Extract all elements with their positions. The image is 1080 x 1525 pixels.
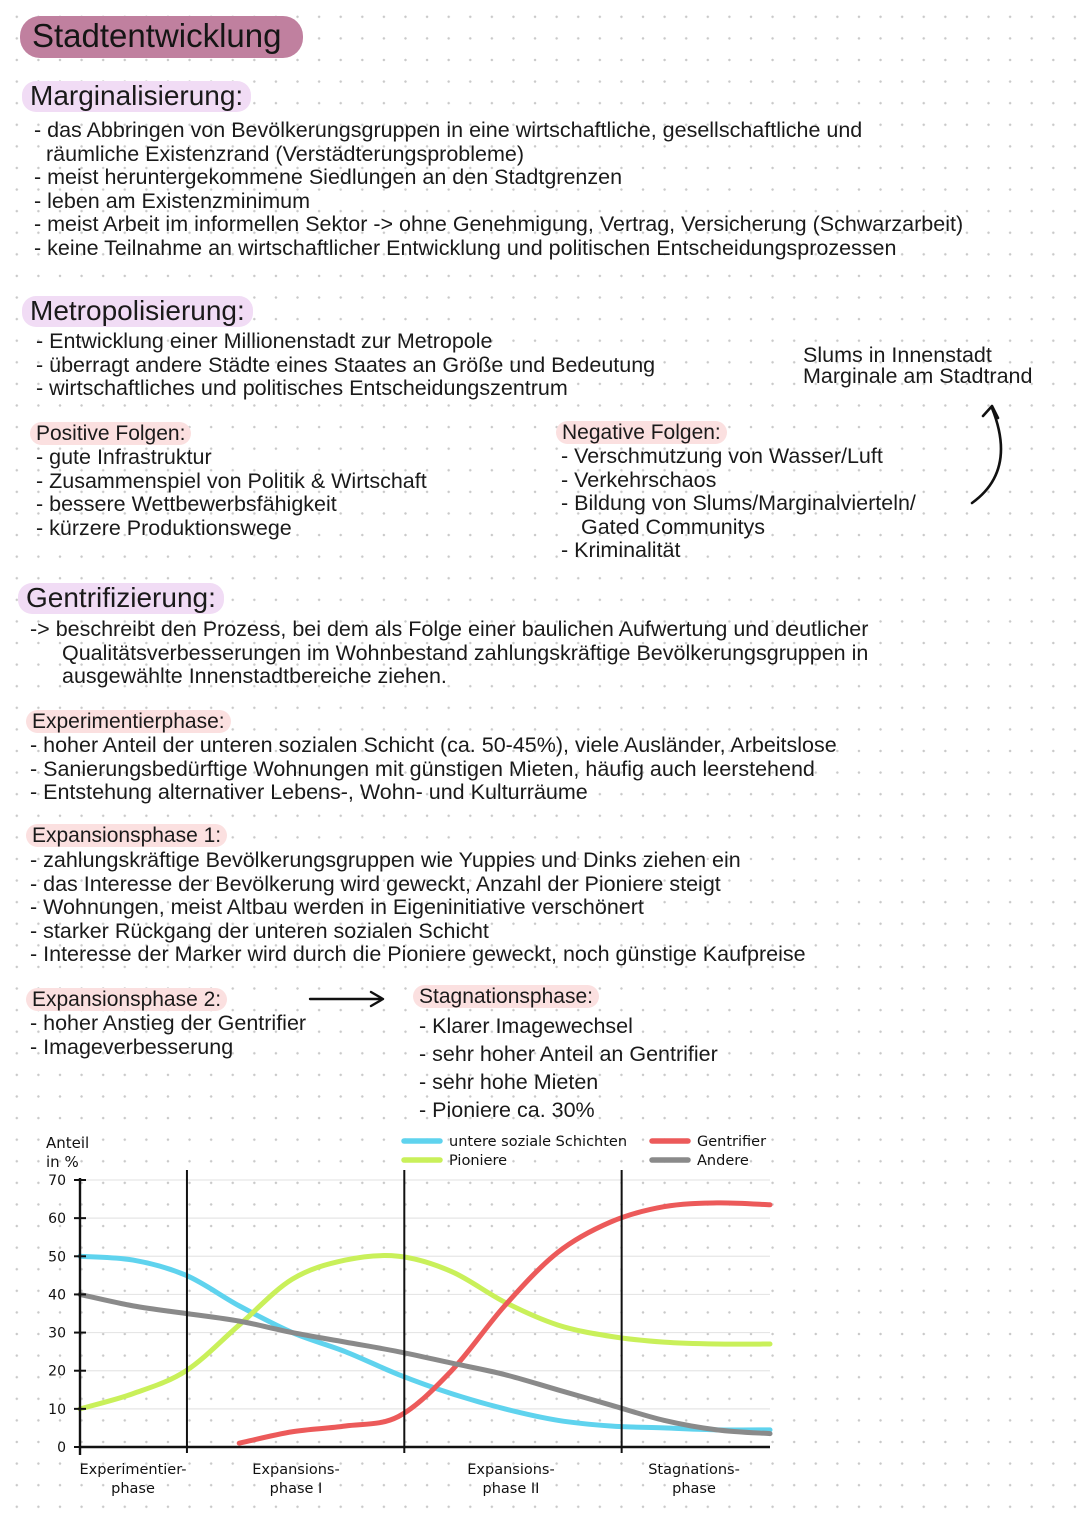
stagnationsphase-list [419, 1012, 718, 1124]
y-tick-label: 0 [57, 1440, 66, 1456]
phase-label: phase [111, 1481, 155, 1497]
experimentierphase-list [30, 734, 837, 805]
list-item: - Verkehrschaos [561, 467, 717, 492]
phase-label: phase II [482, 1481, 540, 1497]
heading-negative-folgen: Negative Folgen: [556, 421, 727, 444]
list-item: - Zusammenspiel von Politik & Wirtschaft [36, 468, 427, 493]
y-tick-label: 20 [48, 1363, 66, 1380]
list-item: - Kriminalität [561, 538, 681, 563]
list-item: Qualitätsverbesserungen im Wohnbestand zahlungskräftige Bevölkerungsgruppen in [62, 640, 869, 665]
phase-label: Stagnations- [648, 1462, 740, 1478]
y-tick-label: 70 [48, 1173, 66, 1189]
positive-folgen-list [36, 446, 427, 540]
list-item: - hoher Anstieg der Gentrifier [30, 1011, 307, 1035]
list-item: - meist Arbeit im informellen Sektor -> ohne Genehmigung, Vertrag, Versicherung (Schwarzarbeit) [34, 212, 964, 237]
list-item: - kürzere Produktionswege [36, 515, 292, 540]
list-item: - Sanierungsbedürftige Wohnungen mit günstigen Mieten, häufig auch leerstehend [30, 756, 815, 781]
list-item: - Klarer Imagewechsel [419, 1014, 633, 1038]
curved-arrow-icon [960, 398, 1020, 513]
expansionsphase-2-list [30, 1012, 306, 1059]
list-item: - sehr hohe Mieten [419, 1070, 599, 1094]
y-tick-label: 50 [48, 1249, 66, 1266]
list-item: - Imageverbesserung [30, 1034, 234, 1059]
list-item: - Entwicklung einer Millionenstadt zur Metropole [36, 329, 493, 353]
page-title: Stadtentwicklung [20, 16, 303, 58]
phase-label: phase I [269, 1481, 323, 1497]
legend-label: Pioniere [449, 1153, 508, 1169]
heading-expansionsphase-2: Expansionsphase 2: [26, 988, 227, 1011]
list-item: - hoher Anteil der unteren sozialen Schicht (ca. 50-45%), viele Ausländer, Arbeitslose [30, 733, 837, 757]
list-item: - das Interesse der Bevölkerung wird geweckt, Anzahl der Pioniere steigt [30, 871, 721, 896]
phase-label: Experimentier- [79, 1462, 187, 1478]
legend-label: untere soziale Schichten [449, 1134, 628, 1150]
heading-metropolisierung: Metropolisierung: [22, 296, 253, 327]
phase-label: phase [672, 1481, 716, 1497]
marginalisierung-list [34, 119, 963, 261]
list-item: - starker Rückgang der unteren sozialen Schicht [30, 918, 489, 943]
y-tick-label: 30 [48, 1325, 66, 1342]
phase-label: Expansions- [467, 1462, 555, 1478]
heading-marginalisierung: Marginalisierung: [22, 81, 251, 112]
series-line-3 [80, 1294, 770, 1433]
gentrification-chart [0, 1120, 1080, 1520]
side-note-line-2: Marginale am Stadtrand [803, 364, 1033, 388]
negative-folgen-list [561, 445, 916, 563]
heading-gentrifizierung: Gentrifizierung: [18, 583, 224, 614]
y-axis-label: in % [46, 1153, 79, 1171]
arrow-right-icon [308, 988, 388, 1010]
list-item: - Entstehung alternativer Lebens-, Wohn- und Kulturräume [30, 780, 588, 805]
expansionsphase-1-list [30, 849, 806, 967]
list-item: - keine Teilnahme an wirtschaftlicher Entwicklung und politischen Entscheidungsprozessen [34, 235, 897, 260]
list-item: - bessere Wettbewerbsfähigkeit [36, 492, 337, 517]
heading-experimentierphase: Experimentierphase: [26, 710, 231, 733]
list-item: Gated Communitys [581, 514, 766, 539]
y-axis-label: Anteil [46, 1134, 90, 1152]
list-item: - das Abbringen von Bevölkerungsgruppen in eine wirtschaftliche, gesellschaftliche und [34, 118, 863, 142]
legend-label: Gentrifier [697, 1134, 767, 1150]
heading-expansionsphase-1: Expansionsphase 1: [26, 824, 227, 847]
list-item: ausgewählte Innenstadtbereiche ziehen. [62, 664, 447, 689]
y-tick-label: 60 [48, 1211, 66, 1228]
list-item: - wirtschaftliches und politisches Entscheidungszentrum [36, 376, 568, 401]
side-note-line-1: Slums in Innenstadt [803, 343, 992, 367]
list-item: - Bildung von Slums/Marginalvierteln/ [561, 491, 916, 516]
list-item: - meist heruntergekommene Siedlungen an den Stadtgrenzen [34, 165, 623, 190]
list-item: - gute Infrastruktur [36, 445, 212, 469]
list-item: - Wohnungen, meist Altbau werden in Eigeninitiative verschönert [30, 895, 644, 920]
list-item: räumliche Existenzrand (Verstädterungsprobleme) [46, 141, 525, 166]
list-item: - Pioniere ca. 30% [419, 1098, 595, 1122]
metropolisierung-list [36, 330, 655, 401]
list-item: - leben am Existenzminimum [34, 188, 311, 213]
gentrifizierung-intro [30, 618, 868, 689]
legend-label: Andere [697, 1153, 749, 1169]
list-item: - zahlungskräftige Bevölkerungsgruppen wie Yuppies und Dinks ziehen ein [30, 848, 741, 872]
list-item: - überragt andere Städte eines Staates an Größe und Bedeutung [36, 352, 656, 377]
list-item: -> beschreibt den Prozess, bei dem als Folge einer baulichen Aufwertung und deutlicher [30, 617, 869, 641]
phase-label: Expansions- [252, 1462, 340, 1478]
y-tick-label: 10 [48, 1401, 66, 1418]
list-item: - sehr hoher Anteil an Gentrifier [419, 1042, 718, 1066]
y-tick-label: 40 [48, 1287, 66, 1304]
heading-stagnationsphase: Stagnationsphase: [413, 985, 599, 1008]
list-item: - Verschmutzung von Wasser/Luft [561, 444, 883, 468]
list-item: - Interesse der Marker wird durch die Pioniere geweckt, noch günstige Kaufpreise [30, 942, 806, 967]
heading-positive-folgen: Positive Folgen: [30, 422, 191, 445]
